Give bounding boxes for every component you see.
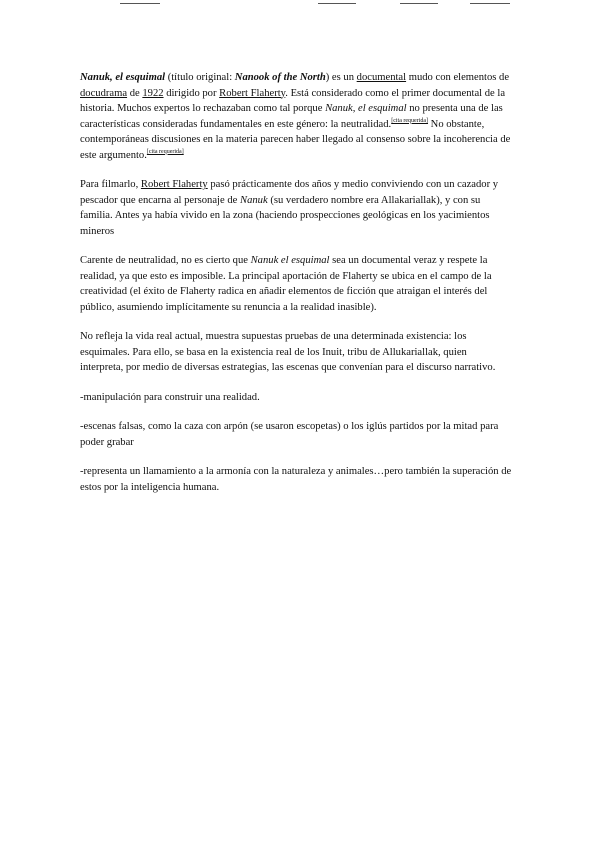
original-title: Nanook of the North xyxy=(234,72,326,83)
bullet-harmony: -representa un llamamiento a la armonía con la naturaleza y animales…pero también la superación de estos por la inteligencia humana. xyxy=(80,466,512,493)
paragraph-intro: Nanuk, el esquimal (título original: Nanook of the North) es un documental mudo con elementos de docudrama de 1922 dirigido por Robert Flaherty. Está considerado como el primer documental de la historia. Muchos expertos lo rechazaban como tal porque Nanuk, el esquimal no presenta una de las características consideradas fundamentales en este género: la neutralidad.[cita requerida] No obstante, contemporáneas discusiones en la materia parecen haber llegado al consenso sobre la incoherencia de este argumento.[cita requerida] xyxy=(80,72,511,161)
film-title-italic: Nanuk, el esquimal xyxy=(325,103,407,114)
bullet-false-scenes: -escenas falsas, como la caza con arpón (se usaron escopetas) o los iglús partidos por la mitad para poder grabar xyxy=(80,421,499,448)
scan-mark-far xyxy=(470,3,510,4)
paragraph-real-life: No refleja la vida real actual, muestra supuestas pruebas de una determinada existencia: los esquimales. Para ello, se basa en la existencia real de los Inuit, tribu de Allukariallak, quien interpreta, por medio de diversas estrategias, las escenas que convenían para el discurso narrativo. xyxy=(80,331,496,373)
scan-mark-left xyxy=(120,3,160,4)
paragraph-neutrality: Carente de neutralidad, no es cierto que Nanuk el esquimal sea un documental veraz y respete la realidad, ya que esto es imposible. La principal aportación de Flaherty se ubica en el campo de la creatividad (el éxito de Flaherty radica en añadir elementos de ficción que atraigan el interés del público, asumiendo implícitamente su renuncia a la realidad inasible). xyxy=(80,255,492,313)
scan-mark-mid xyxy=(318,3,356,4)
link-year[interactable]: 1922 xyxy=(142,87,164,99)
bullet-manipulation: -manipulación para construir una realidad. xyxy=(80,391,260,403)
scan-mark-right xyxy=(400,3,438,4)
link-robert-flaherty-2[interactable]: Robert Flaherty xyxy=(140,179,208,190)
citation-needed-1[interactable]: [cita requerida] xyxy=(391,117,429,124)
citation-needed-2[interactable]: [cita requerida] xyxy=(146,148,184,155)
paragraph-filming: Para filmarlo, Robert Flaherty pasó prácticamente dos años y medio conviviendo con un cazador y pescador que encarna al personaje de Nanuk (su verdadero nombre era Allakariallak), y con su familia. Antes ya había vivido en la zona (haciendo prospecciones geológicas en los yacimientos mineros xyxy=(80,179,499,237)
character-nanuk: Nanuk xyxy=(240,194,268,206)
film-title-italic-2: Nanuk el esquimal xyxy=(250,255,330,266)
document-body xyxy=(80,70,512,509)
link-robert-flaherty[interactable]: Robert Flaherty xyxy=(219,87,286,99)
film-title: Nanuk, el esquimal xyxy=(80,72,166,83)
link-documental[interactable]: documental xyxy=(356,72,407,83)
link-docudrama[interactable]: docudrama xyxy=(80,87,128,99)
